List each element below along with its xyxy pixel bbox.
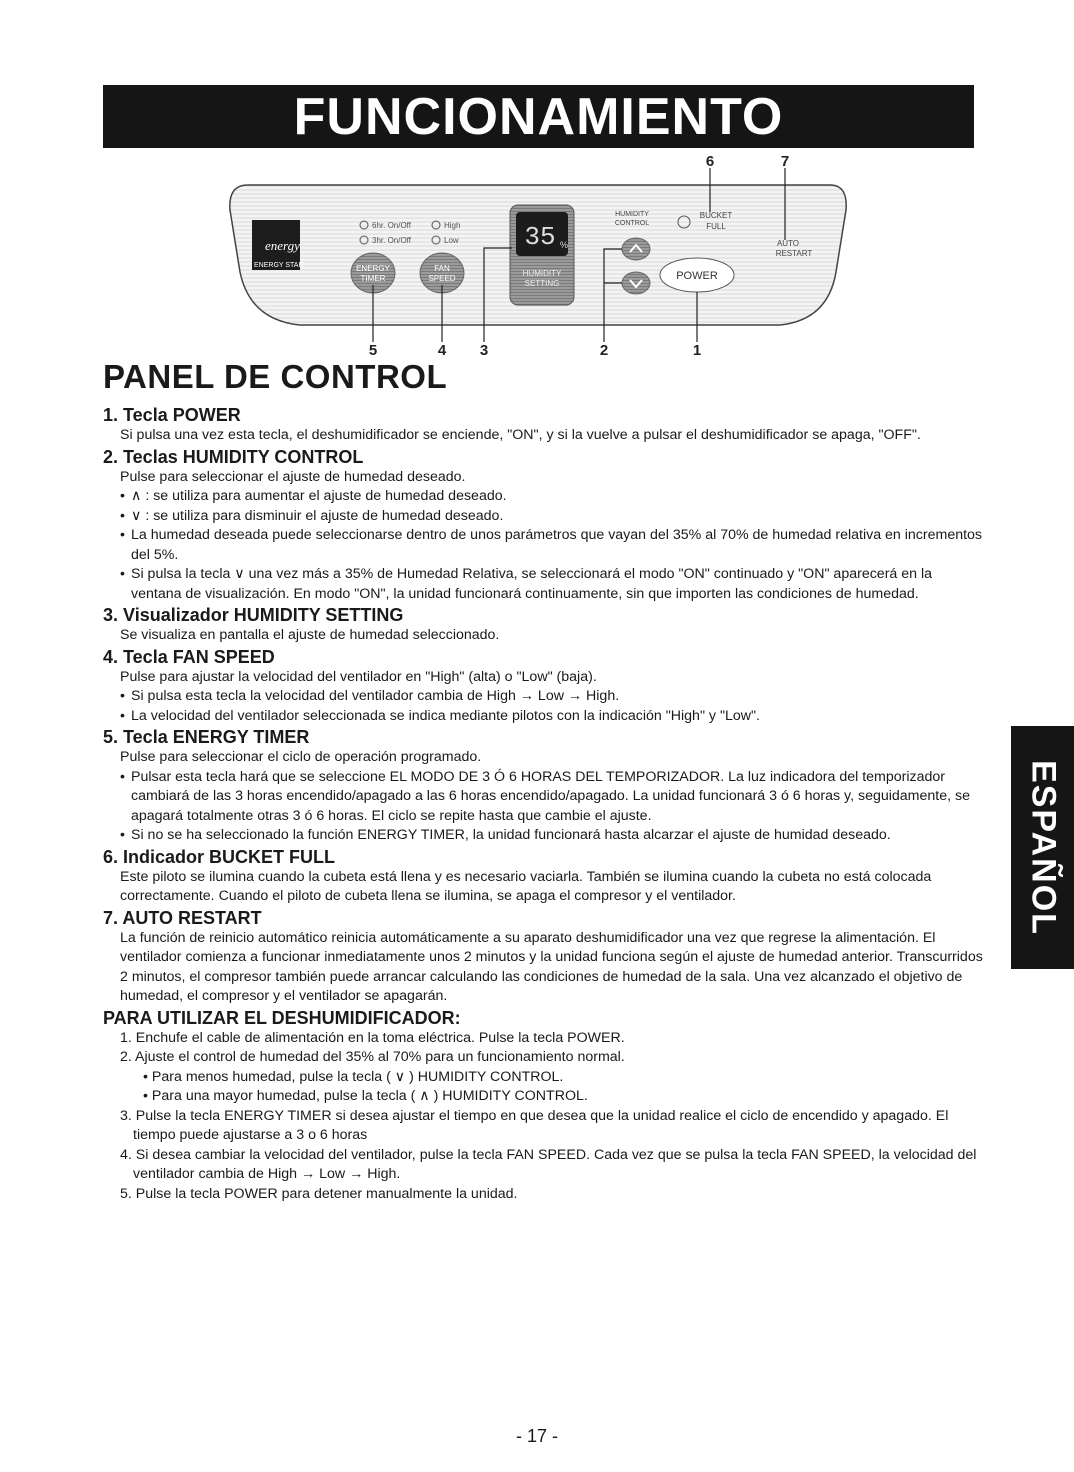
control-panel-diagram xyxy=(0,150,1074,360)
humidity-up-button xyxy=(622,238,650,260)
svg-text:CONTROL: CONTROL xyxy=(614,220,650,227)
svg-text:6: 6 xyxy=(705,153,715,170)
page-banner-title: FUNCIONAMIENTO xyxy=(103,85,974,148)
usage-step: • Para menos humedad, pulse la tecla ( ∨ ) HUMIDITY CONTROL. xyxy=(143,1068,564,1085)
svg-text:BUCKET: BUCKET xyxy=(699,211,733,220)
control-item-text: Se visualiza en pantalla el ajuste de humedad seleccionado. xyxy=(120,627,500,643)
usage-step: • Para una mayor humedad, pulse la tecla ( ∧ ) HUMIDITY CONTROL. xyxy=(143,1088,588,1104)
control-item-title: 6. Indicador BUCKET FULL xyxy=(103,846,336,867)
language-side-tab xyxy=(1011,726,1074,969)
bullet-item: • Si pulsa esta tecla la velocidad del ventilador cambia de High → Low → High. xyxy=(120,688,620,704)
bullet-item: • La humedad deseada puede seleccionarse dentro de unos parámetros que vayan del 35% al 70% de humedad relativa en incrementos del 5%. xyxy=(120,527,983,563)
usage-section xyxy=(103,1007,983,1205)
control-item-text: Este piloto se ilumina cuando la cubeta está llena y es necesario vaciarla. También se ilumina cuando la cubeta no está colocada correctamente. Cuando el piloto de cubeta llena se ilumina, se apaga el compresor y el ventilador. xyxy=(120,868,932,904)
svg-text:HUMIDITY: HUMIDITY xyxy=(615,211,649,218)
svg-text:HUMIDITY: HUMIDITY xyxy=(522,269,562,278)
usage-step: 2. Ajuste el control de humedad del 35% al 70% para un funcionamiento normal. xyxy=(120,1049,625,1065)
fan-high-label: High xyxy=(444,221,461,230)
timer-3hr-label: 3hr. On/Off xyxy=(372,236,411,245)
control-item xyxy=(103,907,983,1007)
svg-text:4: 4 xyxy=(437,342,447,359)
svg-text:SPEED: SPEED xyxy=(428,274,456,283)
control-item-text: La función de reinicio automático reinicia automáticamente a su aparato deshumidificador una vez que regrese la alimentación. El ventilador comienza a funcionar inmediatamente unos 2 minutos y la unidad funciona según el ajuste de humedad anterior. Transcurridos 2 minutos, el compresor también puede arrancar calculando las condiciones de humedad de la sala. Una vez alcanzado el objetivo de humedad, el compresor y el ventilador se apagarán. xyxy=(120,929,983,1004)
control-item-title: 1. Tecla POWER xyxy=(103,405,241,425)
humidity-down-button xyxy=(622,272,650,294)
language-label: ESPAÑOL xyxy=(1024,759,1062,936)
svg-text:3: 3 xyxy=(479,342,489,359)
control-item-text: Si pulsa una vez esta tecla, el deshumidificador se enciende, "ON", y si la vuelve a pulsar el deshumidificador se apaga, "OFF". xyxy=(120,427,921,443)
page-number: - 17 - xyxy=(515,1426,558,1446)
svg-text:2: 2 xyxy=(599,342,609,359)
svg-text:POWER: POWER xyxy=(676,270,718,282)
control-item-text: Pulse para seleccionar el ajuste de humedad deseado. xyxy=(120,468,466,485)
usage-step: 1. Enchufe el cable de alimentación en la toma eléctrica. Pulse la tecla POWER. xyxy=(120,1029,625,1046)
svg-text:%: % xyxy=(560,240,569,250)
control-item xyxy=(103,604,983,646)
svg-text:7: 7 xyxy=(780,153,790,170)
usage-title: PARA UTILIZAR EL DESHUMIDIFICADOR: xyxy=(103,1007,461,1028)
fan-low-label: Low xyxy=(444,236,459,245)
control-item-title: 2. Teclas HUMIDITY CONTROL xyxy=(103,446,364,467)
control-item-title: 7. AUTO RESTART xyxy=(103,907,262,928)
bullet-item: • ∨ : se utiliza para disminuir el ajuste de humedad deseado. xyxy=(120,507,504,524)
usage-step: 3. Pulse la tecla ENERGY TIMER si desea ajustar el tiempo en que desea que la unidad realice el ciclo de encendido y apagado. El tiempo puede ajustarse a 3 o 6 horas xyxy=(120,1107,949,1143)
svg-text:AUTO: AUTO xyxy=(776,239,800,248)
control-item-title: 4. Tecla FAN SPEED xyxy=(103,646,275,667)
usage-step: 5. Pulse la tecla POWER para detener manualmente la unidad. xyxy=(120,1185,518,1202)
svg-text:1: 1 xyxy=(692,342,702,359)
svg-text:FULL: FULL xyxy=(706,222,726,231)
control-item xyxy=(103,404,983,446)
svg-text:TIMER: TIMER xyxy=(360,274,386,283)
instructions-body xyxy=(103,404,983,1204)
control-item xyxy=(103,446,983,605)
control-item-text: Pulse para seleccionar el ciclo de operación programado. xyxy=(120,749,482,765)
control-item xyxy=(103,726,983,846)
svg-text:SETTING: SETTING xyxy=(524,279,560,288)
humidity-display-value: 35 xyxy=(524,222,556,252)
bullet-item: • ∧ : se utiliza para aumentar el ajuste de humedad deseado. xyxy=(120,488,507,504)
svg-text:RESTART: RESTART xyxy=(775,249,813,258)
svg-text:energy: energy xyxy=(265,238,300,253)
control-item-text: Pulse para ajustar la velocidad del ventilador en "High" (alta) o "Low" (baja). xyxy=(120,668,597,685)
svg-text:ENERGY: ENERGY xyxy=(356,264,390,273)
bullet-item: • La velocidad del ventilador seleccionada se indica mediante pilotos con la indicación "High" y "Low". xyxy=(120,707,761,724)
bullet-item: • Si no se ha seleccionado la función ENERGY TIMER, la unidad funcionará hasta alcarzar el ajuste de humidad deseado. xyxy=(120,827,891,843)
control-item-title: 5. Tecla ENERGY TIMER xyxy=(103,727,310,747)
timer-6hr-label: 6hr. On/Off xyxy=(372,221,411,230)
control-item xyxy=(103,646,983,727)
usage-step: 4. Si desea cambiar la velocidad del ventilador, pulse la tecla FAN SPEED. Cada vez que se pulsa la tecla FAN SPEED, la velocidad del ventilador cambia de High → Low → High. xyxy=(120,1146,977,1182)
section-title: PANEL DE CONTROL xyxy=(103,358,448,395)
svg-text:5: 5 xyxy=(368,342,378,359)
control-item xyxy=(103,846,983,907)
svg-text:FAN: FAN xyxy=(434,264,450,273)
control-item-title: 3. Visualizador HUMIDITY SETTING xyxy=(103,605,404,625)
bullet-item: • Si pulsa la tecla ∨ una vez más a 35% de Humedad Relativa, se seleccionará el modo "ON" continuado y "ON" aparecerá en la ventana de visualización. En modo "ON", la unidad funcionará continuamente, sin que importen las condiciones de humedad. xyxy=(120,566,933,602)
bullet-item: • Pulsar esta tecla hará que se seleccione EL MODO DE 3 Ó 6 HORAS DEL TEMPORIZADOR. La luz indicadora del temporizador cambiará de las 3 horas encendido/apagado a las 6 horas encendido/apagado. La unidad funcionará 3 ó 6 horas y, seguidamente, se apagará totalmente otras 3 ó 6 horas. El ciclo se repite hasta que cambie el ajuste. xyxy=(120,768,970,824)
energy-star-label: ENERGY STAR xyxy=(254,262,304,269)
